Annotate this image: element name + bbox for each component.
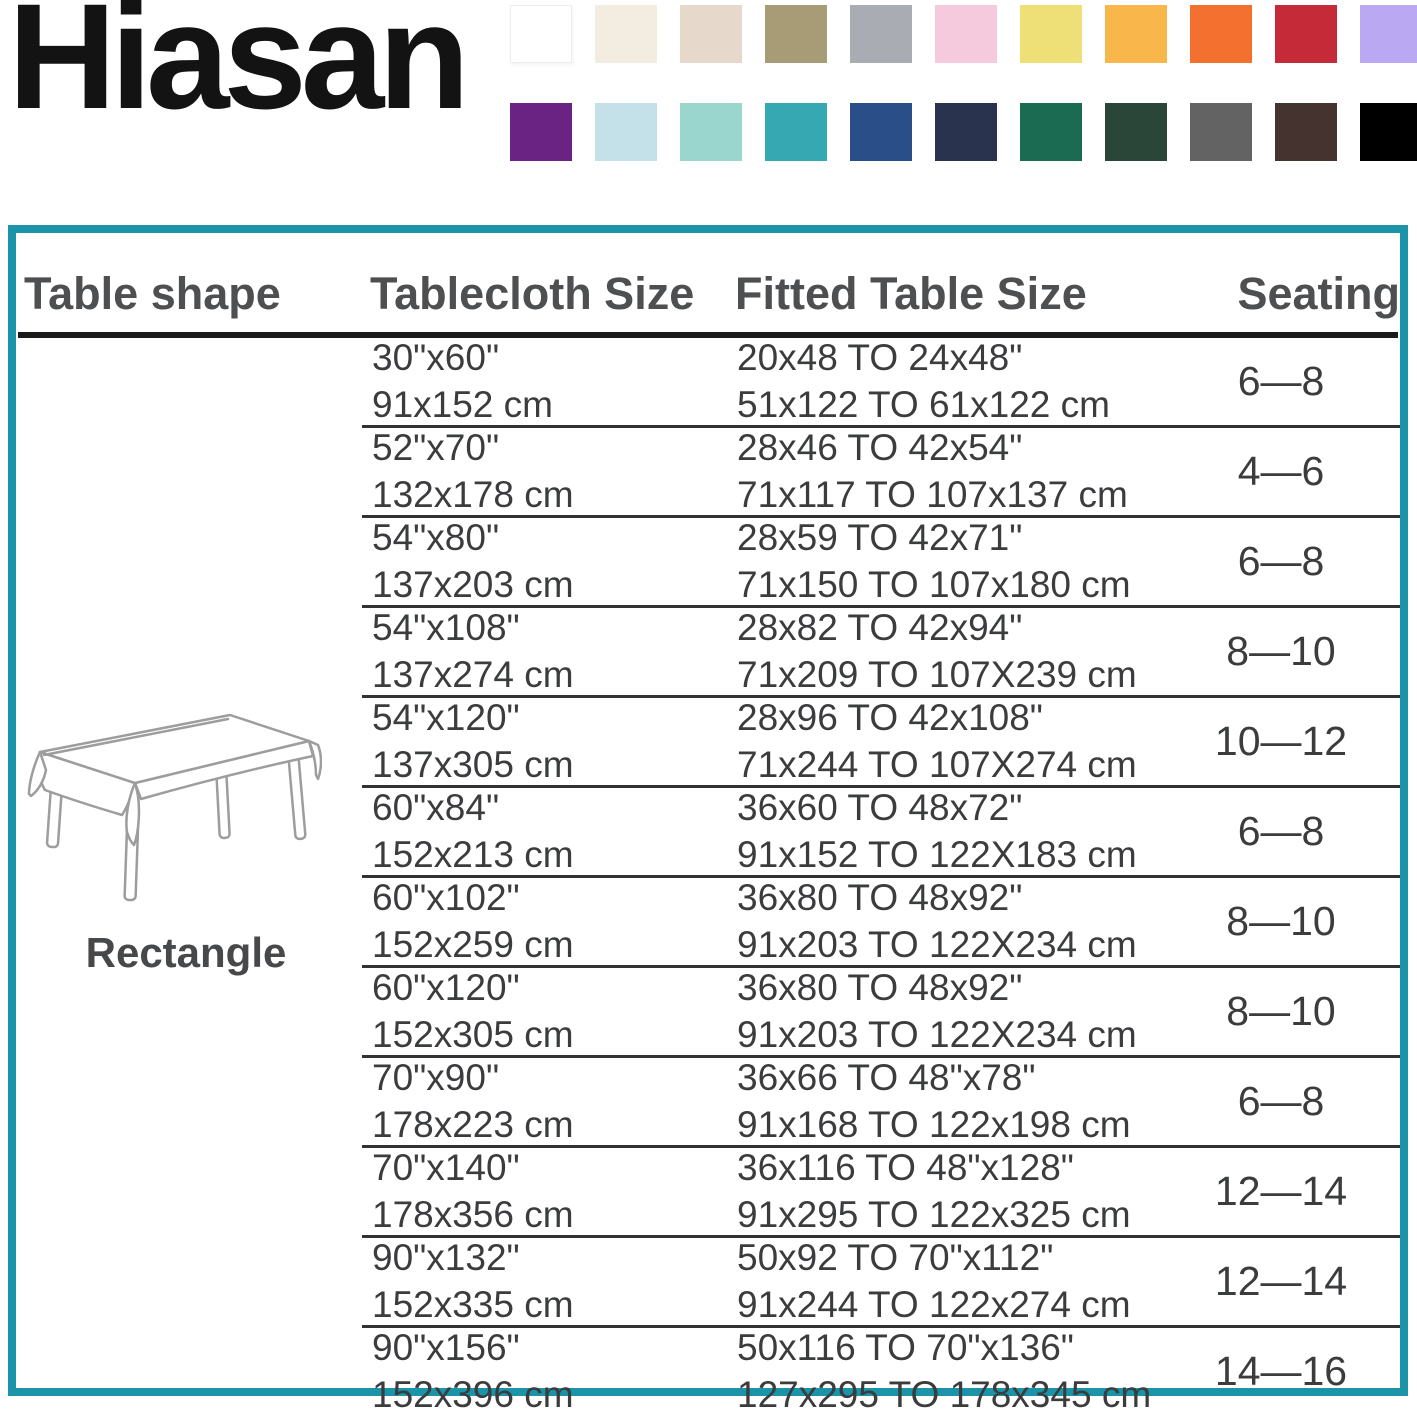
- fitted-size-in: 20x48 TO 24x48": [737, 337, 1023, 378]
- tablecloth-size-cm: 137x203 cm: [372, 564, 574, 605]
- tablecloth-size-in: 54"x108": [372, 607, 520, 648]
- table-shape-column: [16, 695, 356, 977]
- fitted-size-in: 50x92 TO 70"x112": [737, 1237, 1054, 1278]
- table-row: [362, 1058, 1400, 1148]
- table-row: [362, 338, 1400, 428]
- fitted-size-cm: 71x150 TO 107x180 cm: [737, 564, 1131, 605]
- color-swatch: [1105, 103, 1167, 161]
- brand-logo: Hiasan: [8, 0, 464, 140]
- table-row: [362, 1148, 1400, 1238]
- seating-range: 14—16: [1214, 1348, 1348, 1394]
- seating-range: 12—14: [1214, 1168, 1348, 1214]
- fitted-size-in: 28x59 TO 42x71": [737, 517, 1023, 558]
- color-swatch: [595, 5, 657, 63]
- tablecloth-size-in: 70"x140": [372, 1147, 520, 1188]
- fitted-size-cm: 51x122 TO 61x122 cm: [737, 384, 1110, 425]
- seating-range: 8—10: [1226, 988, 1336, 1034]
- tablecloth-size-in: 70"x90": [372, 1057, 500, 1098]
- tablecloth-size-in: 54"x120": [372, 697, 520, 738]
- color-swatch: [765, 5, 827, 63]
- tablecloth-size-cm: 132x178 cm: [372, 474, 574, 515]
- seating-range: 6—8: [1237, 358, 1325, 404]
- table-row: [362, 968, 1400, 1058]
- shape-label: Rectangle: [85, 929, 287, 976]
- tablecloth-size-cm: 152x305 cm: [372, 1014, 574, 1055]
- color-swatch: [850, 5, 912, 63]
- color-swatch: [1020, 5, 1082, 63]
- fitted-size-cm: 91x203 TO 122X234 cm: [737, 924, 1137, 965]
- tablecloth-size-cm: 137x274 cm: [372, 654, 574, 695]
- size-chart-header-row: [16, 233, 1400, 332]
- color-swatch: [1360, 103, 1417, 161]
- fitted-size-in: 36x60 TO 48x72": [737, 787, 1023, 828]
- color-swatch: [850, 103, 912, 161]
- color-swatch: [1190, 103, 1252, 161]
- seating-range: 8—10: [1226, 898, 1336, 944]
- color-swatch: [765, 103, 827, 161]
- fitted-size-cm: 71x117 TO 107x137 cm: [737, 474, 1128, 515]
- fitted-size-cm: 91x244 TO 122x274 cm: [737, 1284, 1131, 1325]
- table-row: [362, 698, 1400, 788]
- tablecloth-size-in: 60"x84": [372, 787, 500, 828]
- tablecloth-size-in: 60"x102": [372, 877, 520, 918]
- color-swatch: [1190, 5, 1252, 63]
- color-swatch: [510, 103, 572, 161]
- fitted-size-in: 50x116 TO 70"x136": [737, 1327, 1074, 1368]
- fitted-size-cm: 91x295 TO 122x325 cm: [737, 1194, 1131, 1235]
- tablecloth-size-cm: 178x356 cm: [372, 1194, 574, 1235]
- tablecloth-size-in: 52"x70": [372, 427, 500, 468]
- color-swatch: [1360, 5, 1417, 63]
- seating-range: 10—12: [1214, 718, 1348, 764]
- table-row: [362, 608, 1400, 698]
- color-swatch: [935, 103, 997, 161]
- tablecloth-size-in: 60"x120": [372, 967, 520, 1008]
- table-row: [362, 878, 1400, 968]
- fitted-size-cm: 71x209 TO 107X239 cm: [737, 654, 1137, 695]
- fitted-size-in: 28x96 TO 42x108": [737, 697, 1043, 738]
- tablecloth-size-cm: 91x152 cm: [372, 384, 553, 425]
- color-swatch: [595, 103, 657, 161]
- seating-range: 6—8: [1237, 1078, 1325, 1124]
- fitted-size-in: 28x82 TO 42x94": [737, 607, 1023, 648]
- tablecloth-size-in: 90"x156": [372, 1327, 520, 1368]
- seating-range: 6—8: [1237, 808, 1325, 854]
- tablecloth-size-in: 30"x60": [372, 337, 500, 378]
- table-row: [362, 788, 1400, 878]
- fitted-size-in: 36x80 TO 48x92": [737, 877, 1023, 918]
- table-row: [362, 428, 1400, 518]
- header-fitted-size: Fitted Table Size: [735, 268, 1087, 319]
- color-swatch: [1020, 103, 1082, 161]
- color-swatch: [680, 5, 742, 63]
- seating-range: 12—14: [1214, 1258, 1348, 1304]
- fitted-size-cm: 91x152 TO 122X183 cm: [737, 834, 1137, 875]
- color-swatch: [1275, 5, 1337, 63]
- color-swatch: [1275, 103, 1337, 161]
- seating-range: 4—6: [1237, 448, 1325, 494]
- rectangle-table-illustration: [22, 695, 322, 907]
- tablecloth-size-in: 90"x132": [372, 1237, 520, 1278]
- tablecloth-size-cm: 152x213 cm: [372, 834, 574, 875]
- color-swatch-grid: [510, 5, 1417, 161]
- header-tablecloth-size: Tablecloth Size: [370, 268, 695, 319]
- tablecloth-size-in: 54"x80": [372, 517, 500, 558]
- swatch-row-2: [510, 103, 1417, 161]
- header-seating: Seating: [1237, 268, 1400, 319]
- color-swatch: [935, 5, 997, 63]
- size-chart-table: [8, 225, 1408, 1415]
- fitted-size-in: 36x116 TO 48"x128": [737, 1147, 1074, 1188]
- tablecloth-size-cm: 152x259 cm: [372, 924, 574, 965]
- swatch-row-1: [510, 5, 1417, 63]
- tablecloth-size-cm: 178x223 cm: [372, 1104, 574, 1145]
- tablecloth-size-cm: 137x305 cm: [372, 744, 574, 785]
- color-swatch: [680, 103, 742, 161]
- tablecloth-size-cm: 152x396 cm: [372, 1374, 574, 1415]
- fitted-size-cm: 91x203 TO 122X234 cm: [737, 1014, 1137, 1055]
- fitted-size-in: 36x66 TO 48"x78": [737, 1057, 1036, 1098]
- color-swatch: [510, 5, 572, 63]
- tablecloth-size-cm: 152x335 cm: [372, 1284, 574, 1325]
- fitted-size-cm: 127x295 TO 178x345 cm: [737, 1374, 1152, 1415]
- seating-range: 8—10: [1226, 628, 1336, 674]
- seating-range: 6—8: [1237, 538, 1325, 584]
- fitted-size-cm: 91x168 TO 122x198 cm: [737, 1104, 1131, 1145]
- fitted-size-in: 28x46 TO 42x54": [737, 427, 1023, 468]
- table-row: [362, 1238, 1400, 1328]
- table-row: [362, 518, 1400, 608]
- color-swatch: [1105, 5, 1167, 63]
- fitted-size-in: 36x80 TO 48x92": [737, 967, 1023, 1008]
- fitted-size-cm: 71x244 TO 107X274 cm: [737, 744, 1137, 785]
- header-table-shape: Table shape: [24, 268, 281, 319]
